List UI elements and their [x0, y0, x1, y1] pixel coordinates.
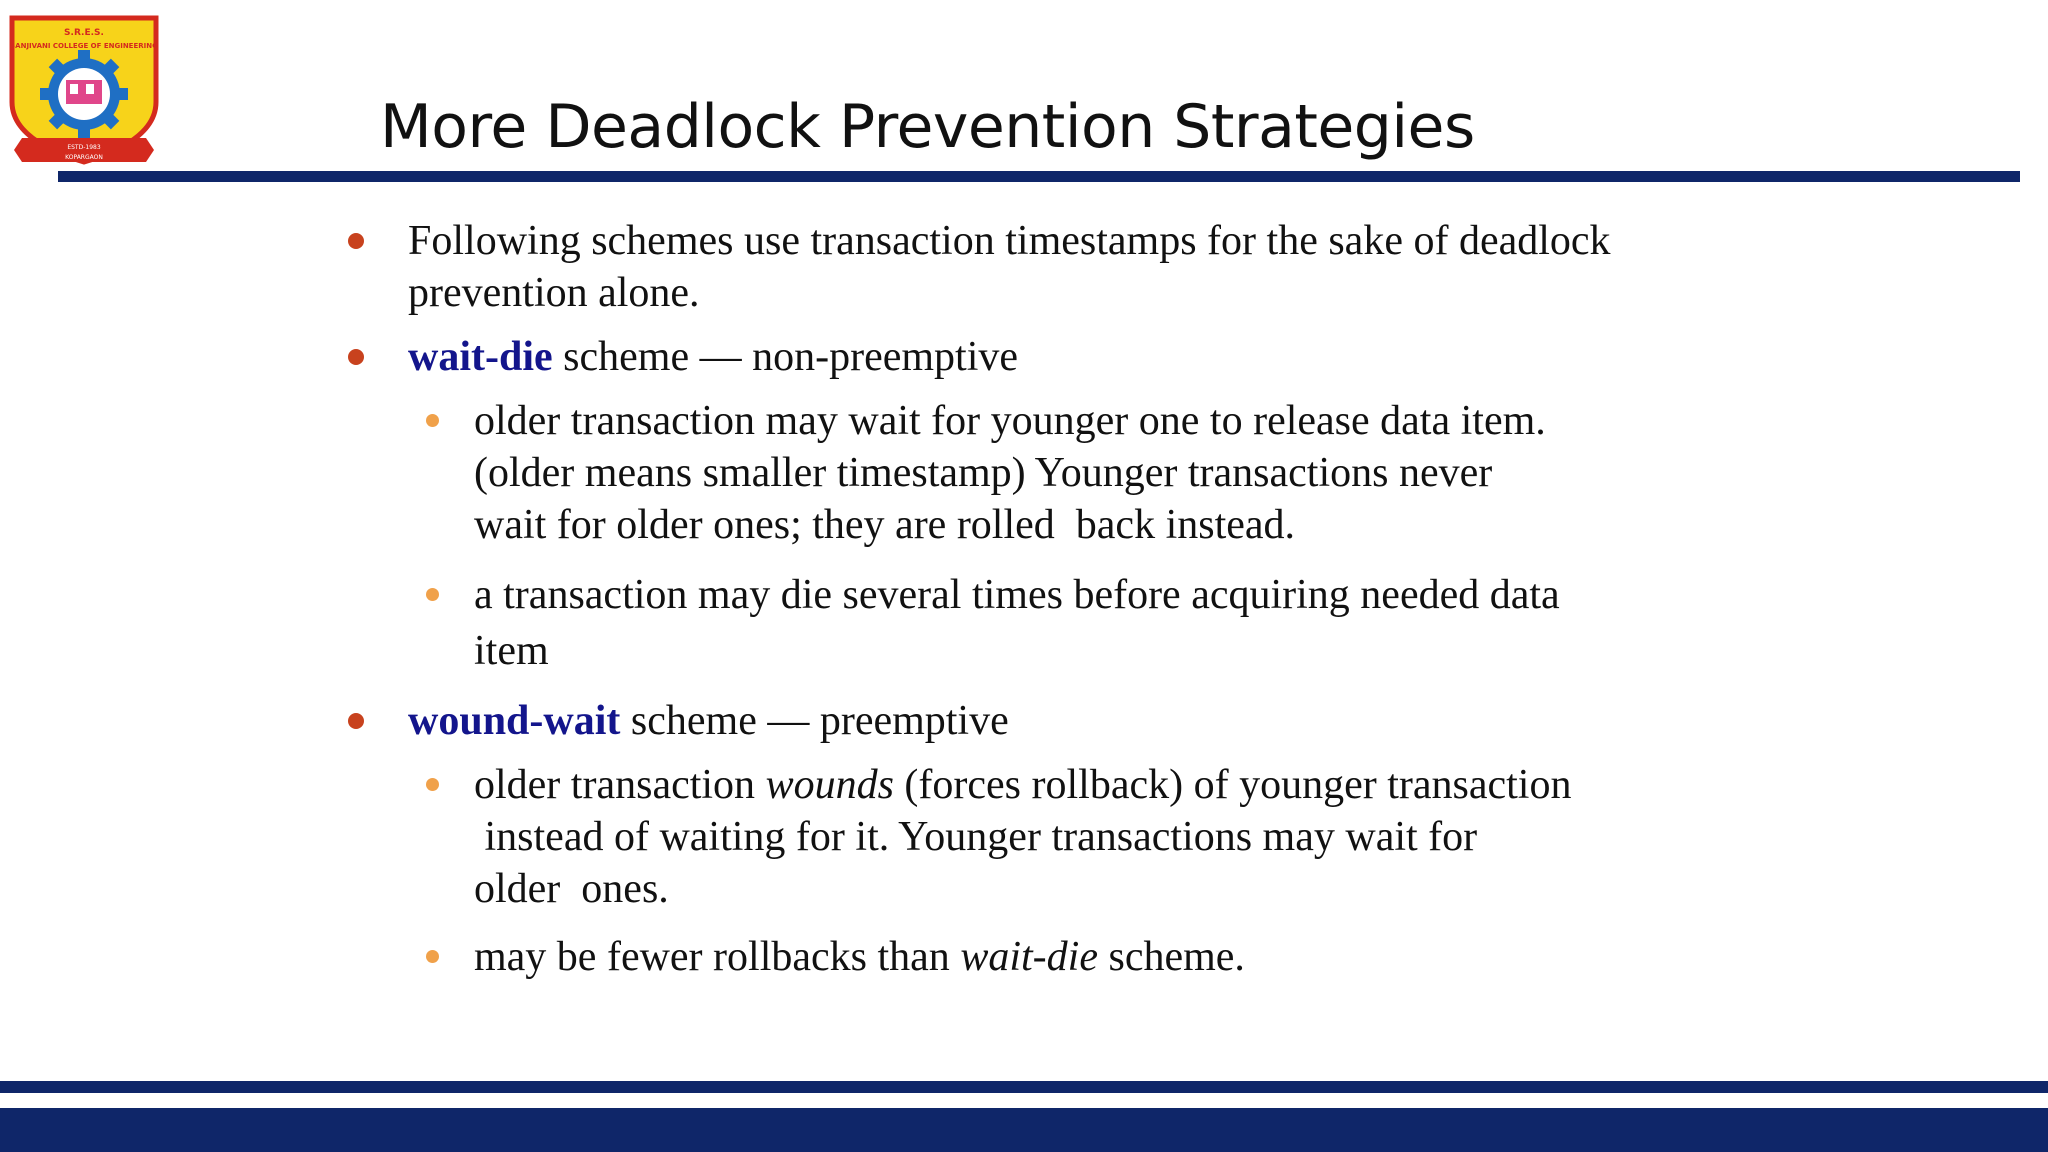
sub-bullet-text: (forces rollback) of younger transaction [893, 762, 1572, 808]
bullet-text: scheme — preemptive [620, 698, 1009, 744]
sub-bullet-line: (older means smaller timestamp) Younger transactions never [474, 450, 1493, 496]
logo-top-text: S.R.E.S. [64, 28, 104, 38]
emphasis-wait-die: wait-die [960, 934, 1098, 980]
bullet-text: scheme — non-preemptive [552, 334, 1018, 380]
logo-estd-text: ESTD-1983 [67, 144, 101, 151]
slide-title: More Deadlock Prevention Strategies [380, 92, 1475, 162]
logo-college-text: SANJIVANI COLLEGE OF ENGINEERING [10, 42, 158, 50]
sub-bullet-fewer-rollbacks [340, 931, 1640, 983]
sub-bullet-die-several [340, 567, 1640, 679]
sub-bullet-line: older transaction may wait for younger one to release data item. [474, 398, 1546, 444]
sub-bullet-line [474, 759, 1640, 811]
title-underline [58, 171, 2020, 182]
bullet-dot [348, 233, 364, 249]
bullet-dot [348, 713, 364, 729]
emphasis-wounds: wounds [765, 762, 894, 808]
sub-bullet-dot [426, 950, 439, 963]
sub-bullet-older-wait [340, 395, 1640, 551]
sub-bullet-dot [426, 588, 439, 601]
bullet-item-wound-wait [340, 695, 1640, 747]
sub-bullet-line: item [474, 628, 549, 674]
bullet-item-timestamps [340, 215, 1640, 319]
bullet-dot [348, 349, 364, 365]
sub-bullet-line: a transaction may die several times before acquiring needed data [474, 572, 1560, 618]
sub-bullet-text: scheme. [1097, 934, 1245, 980]
bullet-text: Following schemes use transaction timestamps for the sake of deadlock prevention alone. [408, 218, 1611, 316]
college-logo [4, 10, 164, 170]
footer-thick-bar [0, 1108, 2048, 1152]
sub-bullet-line: instead of waiting for it. Younger transactions may wait for [474, 814, 1478, 860]
sub-bullet-text: may be fewer rollbacks than [474, 934, 961, 980]
sub-bullet-dot [426, 778, 439, 791]
footer-thin-bar [0, 1081, 2048, 1093]
sub-bullet-line: older ones. [474, 866, 669, 912]
keyword-wait-die: wait-die [408, 334, 553, 380]
sub-bullet-text: older transaction [474, 762, 766, 808]
bullet-item-wait-die [340, 331, 1640, 383]
keyword-wound-wait: wound-wait [408, 698, 621, 744]
bullet-list [340, 215, 1640, 999]
logo-place-text: KOPARGAON [65, 154, 103, 161]
sub-bullet-wounds [340, 759, 1640, 915]
sub-bullet-line: wait for older ones; they are rolled back instead. [474, 502, 1296, 548]
sub-bullet-dot [426, 414, 439, 427]
